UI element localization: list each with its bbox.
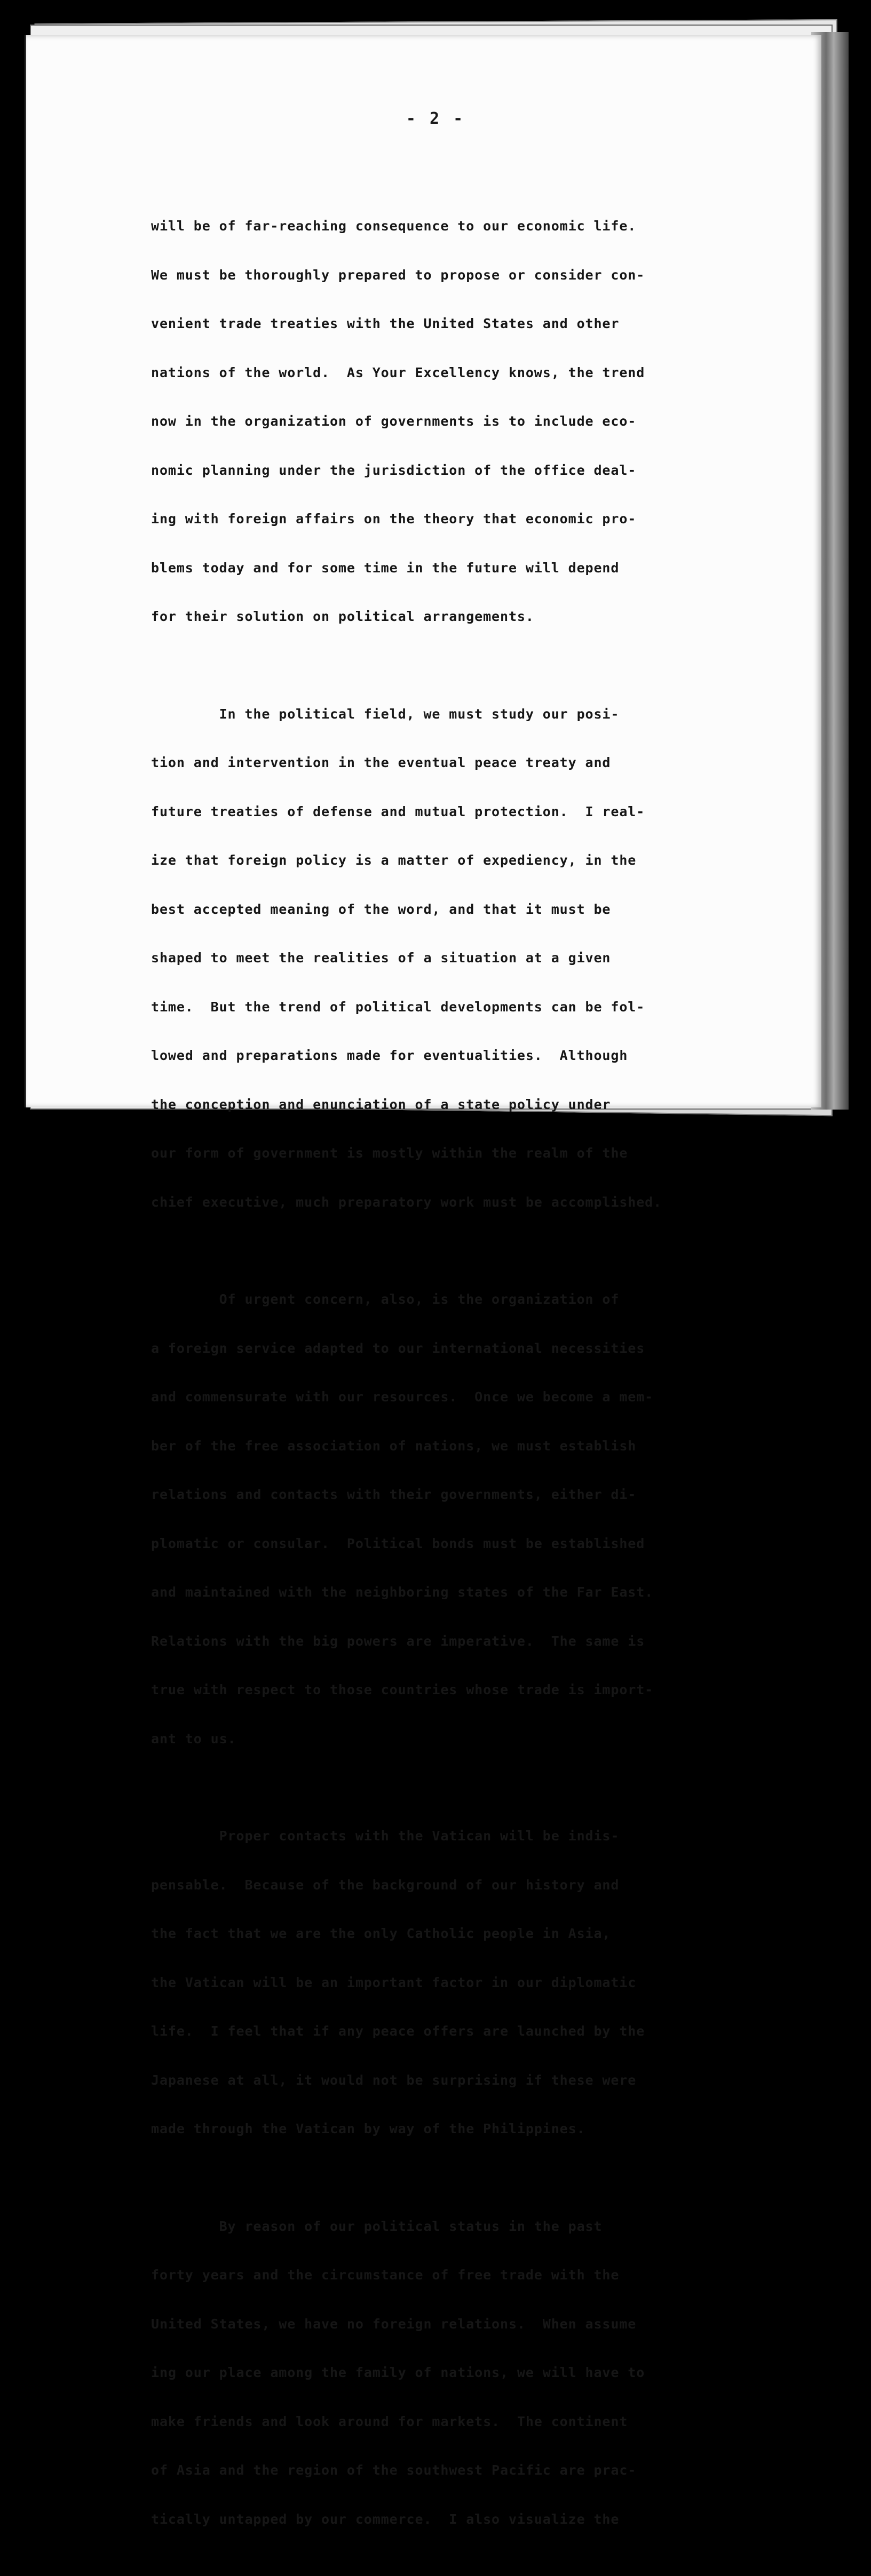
text-line: ing with foreign affairs on the theory that economic pro- — [151, 511, 637, 527]
text-line: ize that foreign policy is a matter of expediency, in the — [151, 852, 637, 868]
page-number: - 2 - — [406, 109, 465, 128]
text-line: the Vatican will be an important factor in our diplomatic — [151, 1974, 637, 1990]
text-line: for their solution on political arrangements. — [151, 609, 534, 624]
text-line: ant to us. — [151, 1730, 236, 1746]
text-line: now in the organization of governments is to include eco- — [151, 413, 637, 429]
text-line: forty years and the circumstance of free trade with the — [151, 2267, 620, 2283]
text-line: will be of far-reaching consequence to our economic life. — [151, 218, 637, 234]
text-line: best accepted meaning of the word, and that it must be — [151, 901, 611, 917]
text-line: pensable. Because of the background of our history and — [151, 1877, 620, 1893]
text-line: By reason of our political status in the past — [151, 2218, 603, 2234]
text-line: and maintained with the neighboring states of the Far East. — [151, 1584, 654, 1600]
text-line: of Asia and the region of the southwest Pacific are prac- — [151, 2462, 637, 2478]
text-line: the fact that we are the only Catholic people in Asia, — [151, 1926, 611, 1941]
text-line: nomic planning under the jurisdiction of the office deal- — [151, 462, 637, 478]
text-line: blems today and for some time in the future will depend — [151, 560, 620, 576]
text-line: ing our place among the family of nations, we will have to — [151, 2365, 645, 2380]
text-line: United States, we have no foreign relations. When assume — [151, 2316, 637, 2332]
paragraph — [151, 674, 759, 1243]
text-line: made through the Vatican by way of the Philippines. — [151, 2121, 585, 2136]
text-line: make friends and look around for markets. The continent — [151, 2413, 628, 2429]
text-line: Of urgent concern, also, is the organization of — [151, 1291, 620, 1307]
text-line: nations of the world. As Your Excellency knows, the trend — [151, 364, 645, 380]
text-line: chief executive, much preparatory work must be accomplished. — [151, 1194, 662, 1210]
text-line: future treaties of defense and mutual protection. I real- — [151, 803, 645, 819]
text-line: life. I feel that if any peace offers are launched by the — [151, 2023, 645, 2039]
text-line: Japanese at all, it would not be surprising if these were — [151, 2072, 637, 2088]
paragraph — [151, 1796, 759, 2170]
paragraph — [151, 2186, 759, 2561]
text-line: a foreign service adapted to our international necessities — [151, 1340, 645, 1356]
text-line: the conception and enunciation of a state policy under — [151, 1096, 611, 1112]
text-line: tion and intervention in the eventual peace treaty and — [151, 755, 611, 770]
text-line: our form of government is mostly within the realm of the — [151, 1145, 628, 1161]
text-line: tically untapped by our commerce. I also visualize the — [151, 2511, 620, 2527]
text-line: shaped to meet the realities of a situation at a given — [151, 950, 611, 966]
text-line: lowed and preparations made for eventualities. Although — [151, 1048, 628, 1063]
text-line: Relations with the big powers are imperative. The same is — [151, 1633, 645, 1649]
text-line: true with respect to those countries whose trade is import- — [151, 1682, 654, 1697]
paragraph — [151, 1259, 759, 1780]
document-body — [151, 186, 759, 2576]
text-line: ber of the free association of nations, we must establish — [151, 1438, 637, 1454]
paragraph — [151, 186, 759, 658]
text-line: venient trade treaties with the United States and other — [151, 316, 620, 331]
text-line: relations and contacts with their governments, either di- — [151, 1487, 637, 1502]
text-line: We must be thoroughly prepared to propose or consider con- — [151, 267, 645, 283]
text-line: plomatic or consular. Political bonds must be established — [151, 1535, 645, 1551]
text-line: and commensurate with our resources. Once we become a mem- — [151, 1389, 654, 1405]
text-line: time. But the trend of political developments can be fol- — [151, 999, 645, 1015]
text-line: In the political field, we must study our posi- — [151, 706, 620, 722]
text-line: Proper contacts with the Vatican will be indis- — [151, 1828, 620, 1844]
